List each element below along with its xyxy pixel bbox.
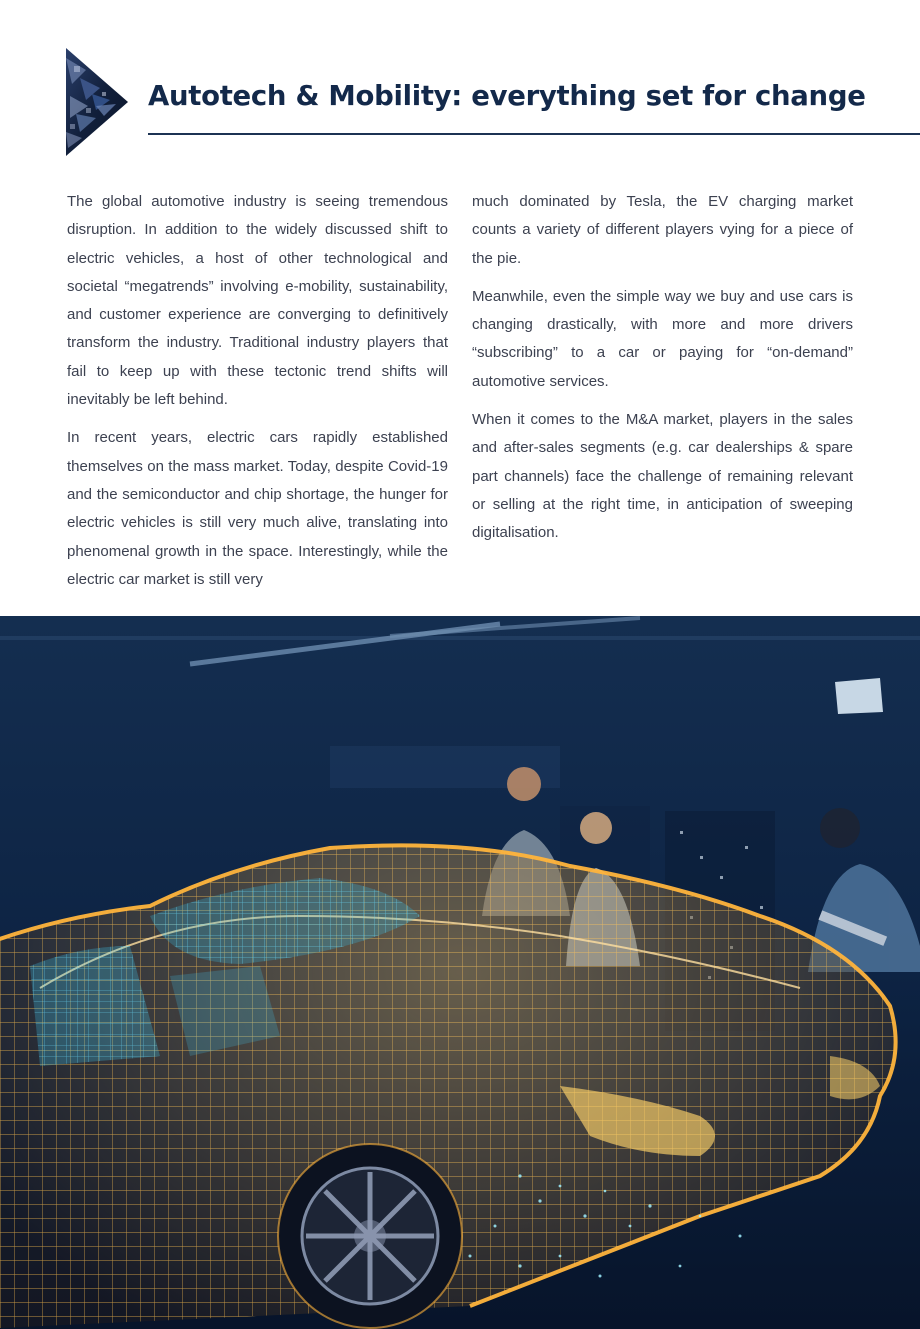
triangle-mosaic-icon xyxy=(66,48,128,156)
page-title: Autotech & Mobility: everything set for change xyxy=(148,80,866,112)
paragraph: Meanwhile, even the simple way we buy and use cars is changing drastically, with more and more drivers “subscribing” to a car or paying for “on-demand” automotive services. xyxy=(472,287,853,390)
paragraph: In recent years, electric cars rapidly established themselves on the mass market. Today, despite Covid-19 and the semiconductor and chip shortage, the hunger for electric vehicles is still very much alive, translating into phenomenal growth in the space. Interestingly, while the electric car market is still very xyxy=(67,429,448,588)
paragraph: When it comes to the M&A market, players in the sales and after-sales segments (e.g. car dealerships & spare part channels) face the challenge of remaining relevant or selling at the right time, in anticipation of sweeping digitalisation. xyxy=(472,411,853,542)
text-column-right xyxy=(472,188,853,558)
paragraph: The global automotive industry is seeing tremendous disruption. In addition to the widely discussed shift to electric vehicles, a host of other technological and societal “megatrends” involving e-mobility, sustainability, and customer experience are converging to definitively transform the industry. Traditional industry players that fail to keep up with these tectonic trend shifts will inevitably be left behind. xyxy=(67,193,448,409)
text-column-left xyxy=(67,188,448,604)
hero-image xyxy=(0,616,920,1329)
paragraph: much dominated by Tesla, the EV charging market counts a variety of different players vying for a piece of the pie. xyxy=(472,193,853,267)
title-divider xyxy=(148,133,920,135)
